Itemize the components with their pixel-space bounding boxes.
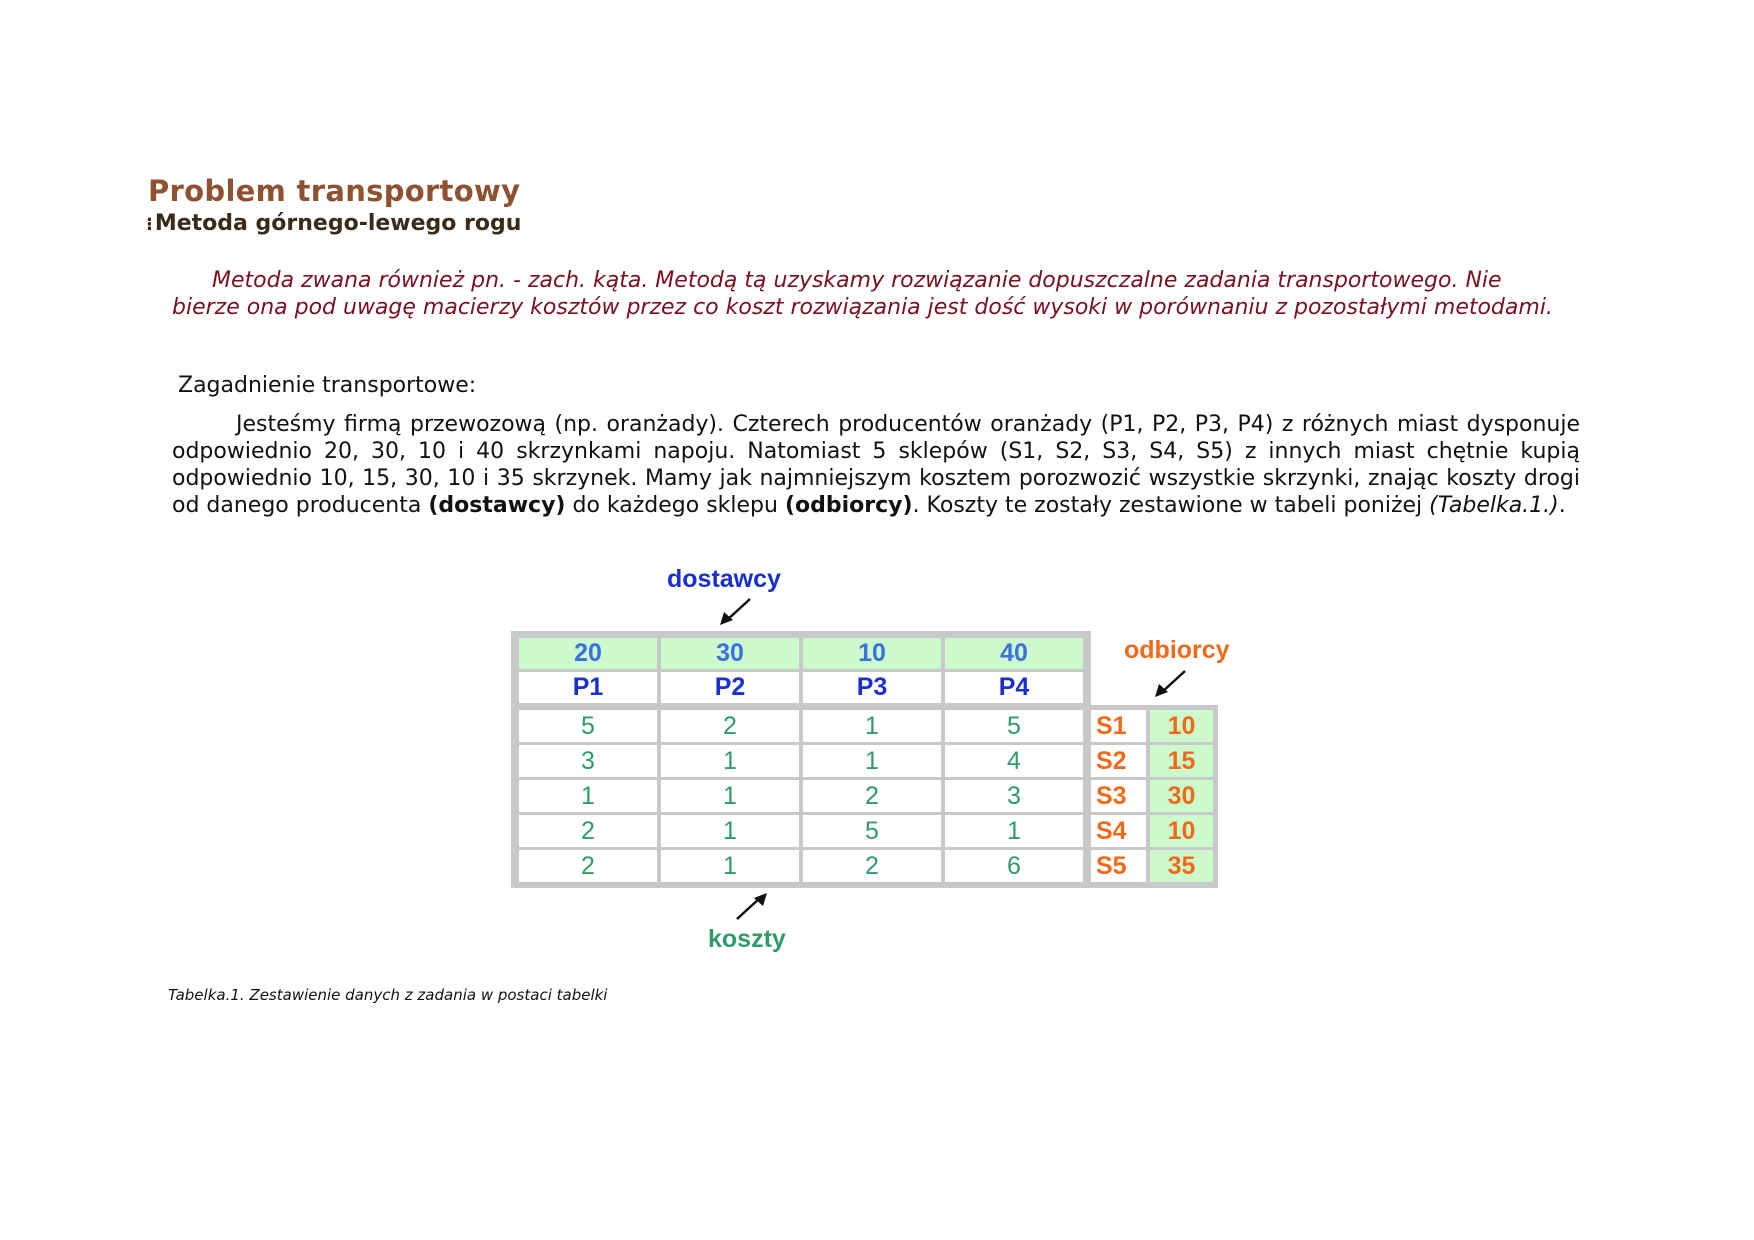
producer-header: P2 bbox=[661, 672, 799, 703]
supply-cell: 10 bbox=[803, 638, 941, 669]
cost-cell: 3 bbox=[519, 745, 657, 777]
cost-cell: 1 bbox=[803, 710, 941, 742]
paragraph-text-2: do każdego sklepu bbox=[565, 493, 785, 518]
cost-cell: 1 bbox=[661, 850, 799, 882]
costs-arrow-icon bbox=[733, 892, 769, 922]
demand-cell: 10 bbox=[1150, 710, 1213, 742]
demand-cell: 10 bbox=[1150, 815, 1213, 847]
cost-cell: 2 bbox=[661, 710, 799, 742]
store-label: S2 bbox=[1091, 745, 1146, 777]
store-label: S5 bbox=[1091, 850, 1146, 882]
page-title: Problem transportowy bbox=[148, 174, 521, 208]
demand-cell: 30 bbox=[1150, 780, 1213, 812]
cost-cell: 6 bbox=[945, 850, 1083, 882]
paragraph-text-4: . bbox=[1558, 493, 1566, 518]
suppliers-arrow-icon bbox=[718, 596, 754, 626]
supply-cell: 20 bbox=[519, 638, 657, 669]
cost-cell: 2 bbox=[803, 850, 941, 882]
paragraph-text-1: Jesteśmy firmą przewozową (np. oranżady). Czterech producentów oranżady (P1, P2, P3, P4) z różnych miast dysponuje odpowiednio 20, 30, 10 i 40 skrzynkami napoju. Natomiast 5 sklepów (S1, S2, S3, S4, S5) z innych miast chętnie kupią odpowiednio 10, 15, 30, 10 i 35 skrzynek. Mamy jak najmniejszym kosztem porozwozić wszystkie skrzynki, znając koszty drogi od danego producenta bbox=[172, 412, 1580, 518]
producer-header: P3 bbox=[803, 672, 941, 703]
cost-cell: 2 bbox=[519, 815, 657, 847]
intro-paragraph: Metoda zwana również pn. - zach. kąta. Metodą tą uzyskamy rozwiązanie dopuszczalne zadania transportowego. Nie bierze ona pod uwagę macierzy kosztów przez co koszt rozwiązania jest dość wysoki w porównaniu z pozostałymi metodami. bbox=[172, 268, 1553, 320]
cost-cell: 1 bbox=[661, 745, 799, 777]
producer-header: P1 bbox=[519, 672, 657, 703]
cost-cell: 5 bbox=[945, 710, 1083, 742]
cost-cell: 5 bbox=[803, 815, 941, 847]
cost-cell: 3 bbox=[945, 780, 1083, 812]
supply-cell: 30 bbox=[661, 638, 799, 669]
cost-cell: 5 bbox=[519, 710, 657, 742]
table-caption: Tabelka.1. Zestawienie danych z zadania w postaci tabelki bbox=[168, 986, 608, 1004]
cost-cell: 1 bbox=[661, 780, 799, 812]
demand-cell: 15 bbox=[1150, 745, 1213, 777]
section-heading: Zagadnienie transportowe: bbox=[178, 373, 477, 398]
store-label: S4 bbox=[1091, 815, 1146, 847]
costs-label: koszty bbox=[708, 925, 786, 953]
suppliers-label: dostawcy bbox=[667, 565, 781, 593]
producer-header: P4 bbox=[945, 672, 1083, 703]
cost-cell: 1 bbox=[803, 745, 941, 777]
supply-cell: 40 bbox=[945, 638, 1083, 669]
paragraph-bold-suppliers: (dostawcy) bbox=[428, 493, 566, 518]
receivers-arrow-icon bbox=[1153, 668, 1189, 698]
cost-cell: 2 bbox=[519, 850, 657, 882]
paragraph-bold-receivers: (odbiorcy) bbox=[784, 493, 913, 518]
demand-cell: 35 bbox=[1150, 850, 1213, 882]
subtitle-text: Metoda górnego-lewego rogu bbox=[154, 211, 522, 236]
store-label: S1 bbox=[1091, 710, 1146, 742]
paragraph-table-ref: (Tabelka.1.) bbox=[1429, 493, 1559, 518]
section-subtitle bbox=[146, 211, 521, 236]
cost-cell: 1 bbox=[519, 780, 657, 812]
cost-cell: 4 bbox=[945, 745, 1083, 777]
cost-cell: 2 bbox=[803, 780, 941, 812]
cost-cell: 1 bbox=[661, 815, 799, 847]
bullet-icon: ⁝ bbox=[146, 214, 153, 235]
problem-paragraph bbox=[172, 411, 1580, 519]
store-label: S3 bbox=[1091, 780, 1146, 812]
paragraph-text-3: . Koszty te zostały zestawione w tabeli poniżej bbox=[912, 493, 1430, 518]
cost-cell: 1 bbox=[945, 815, 1083, 847]
receivers-label: odbiorcy bbox=[1124, 636, 1230, 664]
